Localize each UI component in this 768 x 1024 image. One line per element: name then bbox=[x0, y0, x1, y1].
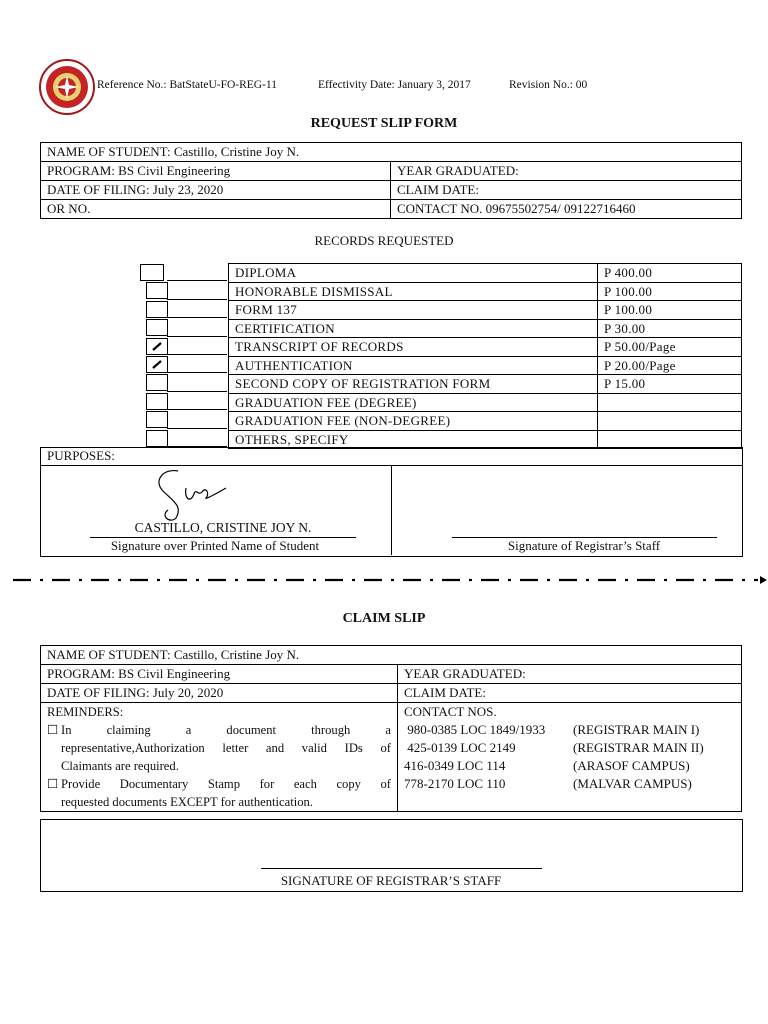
record-price: P 100.00 bbox=[598, 301, 742, 320]
leader-line bbox=[167, 428, 227, 429]
contact-label: CONTACT NOS. bbox=[404, 704, 497, 719]
claim-registrar-signature-line[interactable] bbox=[261, 868, 542, 869]
contact-row bbox=[404, 721, 735, 739]
record-label: OTHERS, SPECIFY bbox=[229, 430, 598, 449]
record-label: DIPLOMA bbox=[229, 264, 598, 283]
contact-office: (MALVAR CAMPUS) bbox=[573, 776, 692, 791]
effectivity-date: Effectivity Date: January 3, 2017 bbox=[318, 79, 471, 91]
record-price bbox=[598, 412, 742, 431]
record-label: HONORABLE DISMISSAL bbox=[229, 282, 598, 301]
record-label: SECOND COPY OF REGISTRATION FORM bbox=[229, 375, 598, 394]
record-checkbox[interactable] bbox=[146, 282, 168, 299]
leader-line bbox=[167, 299, 227, 300]
record-checkbox[interactable] bbox=[146, 393, 168, 410]
claim-claim-date-field[interactable]: CLAIM DATE: bbox=[398, 684, 742, 703]
leader-line bbox=[167, 372, 227, 373]
records-table bbox=[228, 263, 742, 449]
bullet-box-icon: ☐ bbox=[47, 777, 59, 791]
contact-row bbox=[404, 757, 735, 775]
contact-office: (ARASOF CAMPUS) bbox=[573, 758, 690, 773]
student-name: NAME OF STUDENT: Castillo, Cristine Joy N. bbox=[41, 143, 742, 162]
record-price bbox=[598, 393, 742, 412]
record-label: GRADUATION FEE (NON-DEGREE) bbox=[229, 412, 598, 431]
record-row bbox=[229, 282, 742, 301]
reminders-cell bbox=[41, 703, 398, 812]
claim-slip-table bbox=[40, 645, 742, 812]
contact-numbers-cell bbox=[398, 703, 742, 812]
claim-registrar-caption: SIGNATURE OF REGISTRAR’S STAFF bbox=[280, 873, 502, 888]
record-row bbox=[229, 430, 742, 449]
registrar-signature-caption: Signature of Registrar’s Staff bbox=[507, 538, 661, 553]
record-checkbox[interactable] bbox=[146, 411, 168, 428]
record-checkbox[interactable] bbox=[146, 430, 168, 447]
claim-year-graduated-field[interactable]: YEAR GRADUATED: bbox=[398, 665, 742, 684]
contact-office: (REGISTRAR MAIN I) bbox=[573, 722, 700, 737]
leader-line bbox=[167, 354, 227, 355]
claim-program: PROGRAM: BS Civil Engineering bbox=[41, 665, 398, 684]
record-price: P 15.00 bbox=[598, 375, 742, 394]
leader-line bbox=[167, 280, 227, 281]
leader-line bbox=[167, 409, 227, 410]
contact-number-local: 416-0349 LOC 114 bbox=[404, 758, 506, 773]
reminders-label: REMINDERS: bbox=[47, 705, 124, 719]
record-label: TRANSCRIPT OF RECORDS bbox=[229, 338, 598, 357]
contact-row bbox=[404, 775, 735, 793]
record-price bbox=[598, 430, 742, 449]
reminder-1-line-3: Claimants are required. bbox=[61, 759, 179, 773]
record-row bbox=[229, 319, 742, 338]
cut-line bbox=[8, 572, 768, 588]
bullet-box-icon: ☐ bbox=[47, 723, 59, 737]
records-requested-title: RECORDS REQUESTED bbox=[314, 233, 454, 248]
record-row bbox=[229, 264, 742, 283]
record-checkbox[interactable] bbox=[146, 301, 168, 318]
program: PROGRAM: BS Civil Engineering bbox=[41, 162, 391, 181]
contact-number: CONTACT NO. 09675502754/ 09122716460 bbox=[391, 200, 742, 219]
contact-number-local: 980-0385 LOC 1849/1933 bbox=[404, 722, 546, 737]
reminder-1-line-1: In claiming a document through a bbox=[61, 723, 391, 737]
record-row bbox=[229, 393, 742, 412]
claim-date-of-filing: DATE OF FILING: July 20, 2020 bbox=[41, 684, 398, 703]
record-price: P 20.00/Page bbox=[598, 356, 742, 375]
record-price: P 30.00 bbox=[598, 319, 742, 338]
record-label: GRADUATION FEE (DEGREE) bbox=[229, 393, 598, 412]
date-of-filing: DATE OF FILING: July 23, 2020 bbox=[41, 181, 391, 200]
reference-number: Reference No.: BatStateU-FO-REG-11 bbox=[97, 79, 278, 91]
claim-date-field[interactable]: CLAIM DATE: bbox=[391, 181, 742, 200]
record-price: P 50.00/Page bbox=[598, 338, 742, 357]
record-label: AUTHENTICATION bbox=[229, 356, 598, 375]
record-row bbox=[229, 338, 742, 357]
record-row bbox=[229, 301, 742, 320]
leader-line bbox=[167, 336, 227, 337]
reminder-2-line-2: requested documents EXCEPT for authentication. bbox=[61, 795, 313, 809]
revision-number: Revision No.: 00 bbox=[509, 79, 588, 91]
purposes-label: PURPOSES: bbox=[47, 448, 115, 463]
student-signature-caption: Signature over Printed Name of Student bbox=[110, 538, 320, 553]
contact-row bbox=[404, 739, 735, 757]
student-signature-scribble bbox=[148, 466, 238, 526]
record-checkbox[interactable] bbox=[146, 319, 168, 336]
student-info-table bbox=[40, 142, 742, 219]
record-price: P 100.00 bbox=[598, 282, 742, 301]
leader-line bbox=[167, 391, 227, 392]
or-number-field[interactable]: OR NO. bbox=[41, 200, 391, 219]
year-graduated-field[interactable]: YEAR GRADUATED: bbox=[391, 162, 742, 181]
record-checkbox[interactable] bbox=[146, 356, 168, 373]
leader-line bbox=[167, 317, 227, 318]
university-seal-logo bbox=[38, 58, 96, 116]
request-slip-title: REQUEST SLIP FORM bbox=[310, 116, 458, 131]
reminder-1-line-2: representative,Authorization letter and valid IDs of bbox=[61, 741, 391, 755]
contact-office: (REGISTRAR MAIN II) bbox=[573, 740, 704, 755]
record-checkbox[interactable] bbox=[140, 264, 164, 281]
record-row bbox=[229, 375, 742, 394]
record-price: P 400.00 bbox=[598, 264, 742, 283]
claim-student-name: NAME OF STUDENT: Castillo, Cristine Joy N. bbox=[41, 646, 742, 665]
student-printed-name: CASTILLO, CRISTINE JOY N. bbox=[134, 520, 312, 535]
claim-slip-title: CLAIM SLIP bbox=[342, 611, 426, 626]
record-label: CERTIFICATION bbox=[229, 319, 598, 338]
record-checkbox[interactable] bbox=[146, 374, 168, 391]
contact-number-local: 425-0139 LOC 2149 bbox=[404, 740, 516, 755]
record-checkbox[interactable] bbox=[146, 338, 168, 355]
reminder-2-line-1: Provide Documentary Stamp for each copy of bbox=[61, 777, 391, 791]
record-label: FORM 137 bbox=[229, 301, 598, 320]
record-row bbox=[229, 356, 742, 375]
record-row bbox=[229, 412, 742, 431]
contact-number-local: 778-2170 LOC 110 bbox=[404, 776, 506, 791]
